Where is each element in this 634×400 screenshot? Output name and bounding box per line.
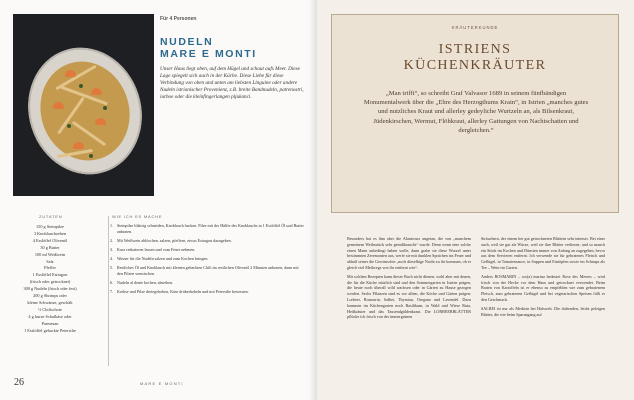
step-number: 3. xyxy=(110,246,114,252)
step-text: Krebse und Pilze dreiegehoben, Käse drüberhobeln und mit Petersilie bestreuen. xyxy=(117,289,249,295)
step-number: 5. xyxy=(110,265,114,271)
ingredient-item: 30 g Butter xyxy=(40,244,60,250)
steps-list xyxy=(110,223,305,299)
ingredient-item: ½ Chilischote xyxy=(38,306,62,312)
ingredient-item: 200 g Shrimps oder xyxy=(33,293,67,299)
step-number: 4. xyxy=(110,256,114,262)
section-title: ISTRIENS KÜCHENKRÄUTER xyxy=(403,42,547,73)
section-kicker: KRÄUTERKUNDE xyxy=(451,25,499,30)
ingredient-item: Parmesan xyxy=(41,320,59,326)
running-footer: MARE E MONTI xyxy=(140,381,184,386)
body-column-2 xyxy=(481,236,605,320)
ingredients-heading: ZUTATEN xyxy=(39,214,63,219)
ingredient-item: Salz xyxy=(46,258,54,264)
plate xyxy=(13,33,154,189)
ingredient-item: 300 g Nudeln (frisch oder fest) xyxy=(23,286,77,292)
right-page xyxy=(317,0,634,400)
step-item xyxy=(110,238,305,244)
valvasor-quote: „Man trifft“, so schreibt Graf Valvasor 1689 in seinem fünfbändigen Monumentalwerk über die „Ehre des Herzogthums Krain“, in Istrien „manches gutes und nutzliches Kraut und allerley gedeyliche Wurtzeln an, als Bilsenkraut, Jüdenkirschen, Wermut, Flöhkraut, allerley Gattungen von Nachtschatten und dergleichen.“ xyxy=(363,90,589,134)
ingredients-list xyxy=(14,224,86,335)
column-divider xyxy=(108,216,109,366)
ingredient-item: 4 Esslöffel Olivenöl xyxy=(32,237,68,243)
body-column-1 xyxy=(347,236,471,323)
ingredient-item: 100 ml Weißwein xyxy=(34,251,66,257)
step-text: Mit Weißwein ablöschen, salzen, pfeffern, etwas Estragon dazugeben. xyxy=(117,237,232,243)
ingredient-item: 1 Esslöffel gehackte Petersilie xyxy=(24,327,76,333)
ingredient-item: (frisch oder getrocknet) xyxy=(29,279,71,285)
step-number: 6. xyxy=(110,280,114,286)
herb-panel xyxy=(331,14,619,213)
step-item xyxy=(110,289,305,295)
body-paragraph: Besonders hat es ihm aber die Alantwurz angetan, die von „manchem gemeinem Weibsstück sehr gemißbraucht“ wurde. Denn wenn eine solche einen Mann unbedingt haben wolle, dann grabe sie diese Wurzel unter bestimmten Zeremonien aus, werfe sie mit dunklen Sprüchen ins Feuer und abhalf seiner die Gewünschte „noch dieselbige Nacht zu ihr kommen, ob er gleich viel Meilwegs von ihr entfernt wär“. xyxy=(347,236,471,270)
page-number: 26 xyxy=(14,377,24,388)
serves-label: Für 4 Personen xyxy=(160,16,197,22)
ingredient-item: kleine Schwänze, geschält xyxy=(27,299,73,305)
recipe-title: NUDELN MARE E MONTI xyxy=(160,36,257,60)
ingredient-item: 3 Knoblauchzehen xyxy=(33,230,67,236)
step-number: 7. xyxy=(110,289,114,295)
recipe-intro: Unser Haus liegt oben, auf dem Hügel und schaut aufs Meer. Diese Lage spiegelt sich auch in der Küche. Diese Liebe für diese Verbindung von oben und unten am liebsten Linguine oder andere Nudeln istrianischer Provenienz, z.B. breite Bandnudeln, patrenostri, iurhoe oder die kleinfingerlangen pljukanci. xyxy=(160,66,304,101)
body-paragraph: SALBEI ist nur als Medizin bei Halsweh. Die duftenden, leicht pelzigen Blätter, die wie beim Sparangang auf xyxy=(481,305,605,317)
body-paragraph: Anders ROSMARIN – ros(a) marina bedeutet Rose des Meeres – wird frisch von der Hecke vor dem Haus und getrocknet verwendet. Beim Braten von Kartoffeln ist er ebenso zu empfehlen wie zum gebratenem Fleisch, zum gebratenen Geflügel und bei vegetarischen Speisen füllt er den Geschmack. xyxy=(481,273,605,302)
step-item xyxy=(110,280,305,286)
step-text: Restliches Öl und Knoblauch mit kleinen gehackten Chili im restlichen Olivenöl 2 Minuten anbraten, dann mit den Pilzen vermischen. xyxy=(117,265,299,276)
body-paragraph: Sträuchern, der einem bei gut getrockneten Blättern sehr intensiv. Bei einer auch, weil sie gut als Würze, weil sie ihre Blätter verlieren; und so manch ein Stück im Kochen und Dünsten immer von Anfang an zugegeben, bevor aus dem Servieren entfernt. Ich verwende sie für gebratenes Fleisch und Geflügel, in Tomatensauce, in Suppen und Eintöpfen sowie im Schnaps als Tee – Wein im Garten. xyxy=(481,236,605,270)
step-text: Nudeln al dente kochen, abseihen. xyxy=(117,280,174,286)
step-item xyxy=(110,223,305,234)
ingredient-item: 1 Esslöffel Estragon xyxy=(32,272,68,278)
step-number: 1. xyxy=(110,223,114,228)
step-number: 2. xyxy=(110,237,114,243)
ingredient-item: 4 g kurze Schafkäse oder xyxy=(28,313,72,319)
step-item xyxy=(110,247,305,253)
step-text: Steinpilze blättrig schneiden, Knoblauch hacken. Pilze mit der Hälfte des Knoblauchs in 1 Esslöffel Öl und Butter anbraten. xyxy=(117,223,304,234)
step-item xyxy=(110,265,305,276)
dish-photo xyxy=(13,14,154,196)
step-text: Wasser für die Nudeln salzen und zum Kochen bringen. xyxy=(117,256,209,262)
steps-heading: WIE ICH ES MACHE xyxy=(112,214,163,219)
ingredient-item: 150 g Steinpilze xyxy=(36,224,64,229)
body-paragraph: Mit solchen Rezepten kann dieser Buch nicht dienen, wohl aber mit denen, die für die Küche nützlich sind und den Sommergarten in Istrien prägen, die heute noch überall wild wachsen oder in Gärten zu Hause gezogen werden. Sechs Pflanzen sind es vor allem, die Köche und Gärten prägen: Lorbeer, Rosmarin, Salbei, Thymian, Oregano und Lavendel. Dazu kommen im Küchengarten noch Basilikum, in Wald und Wiese Ruta, Heilkräuter und das Tausendgüldenkraut. Die LORBEERBLÄTTER pflücke ich frisch von der immergrünen xyxy=(347,273,471,320)
step-text: Kurz reduzieren lassen und vom Feuer nehmen. xyxy=(117,246,196,252)
ingredient-item: Pfeffer xyxy=(44,265,56,271)
step-item xyxy=(110,256,305,262)
